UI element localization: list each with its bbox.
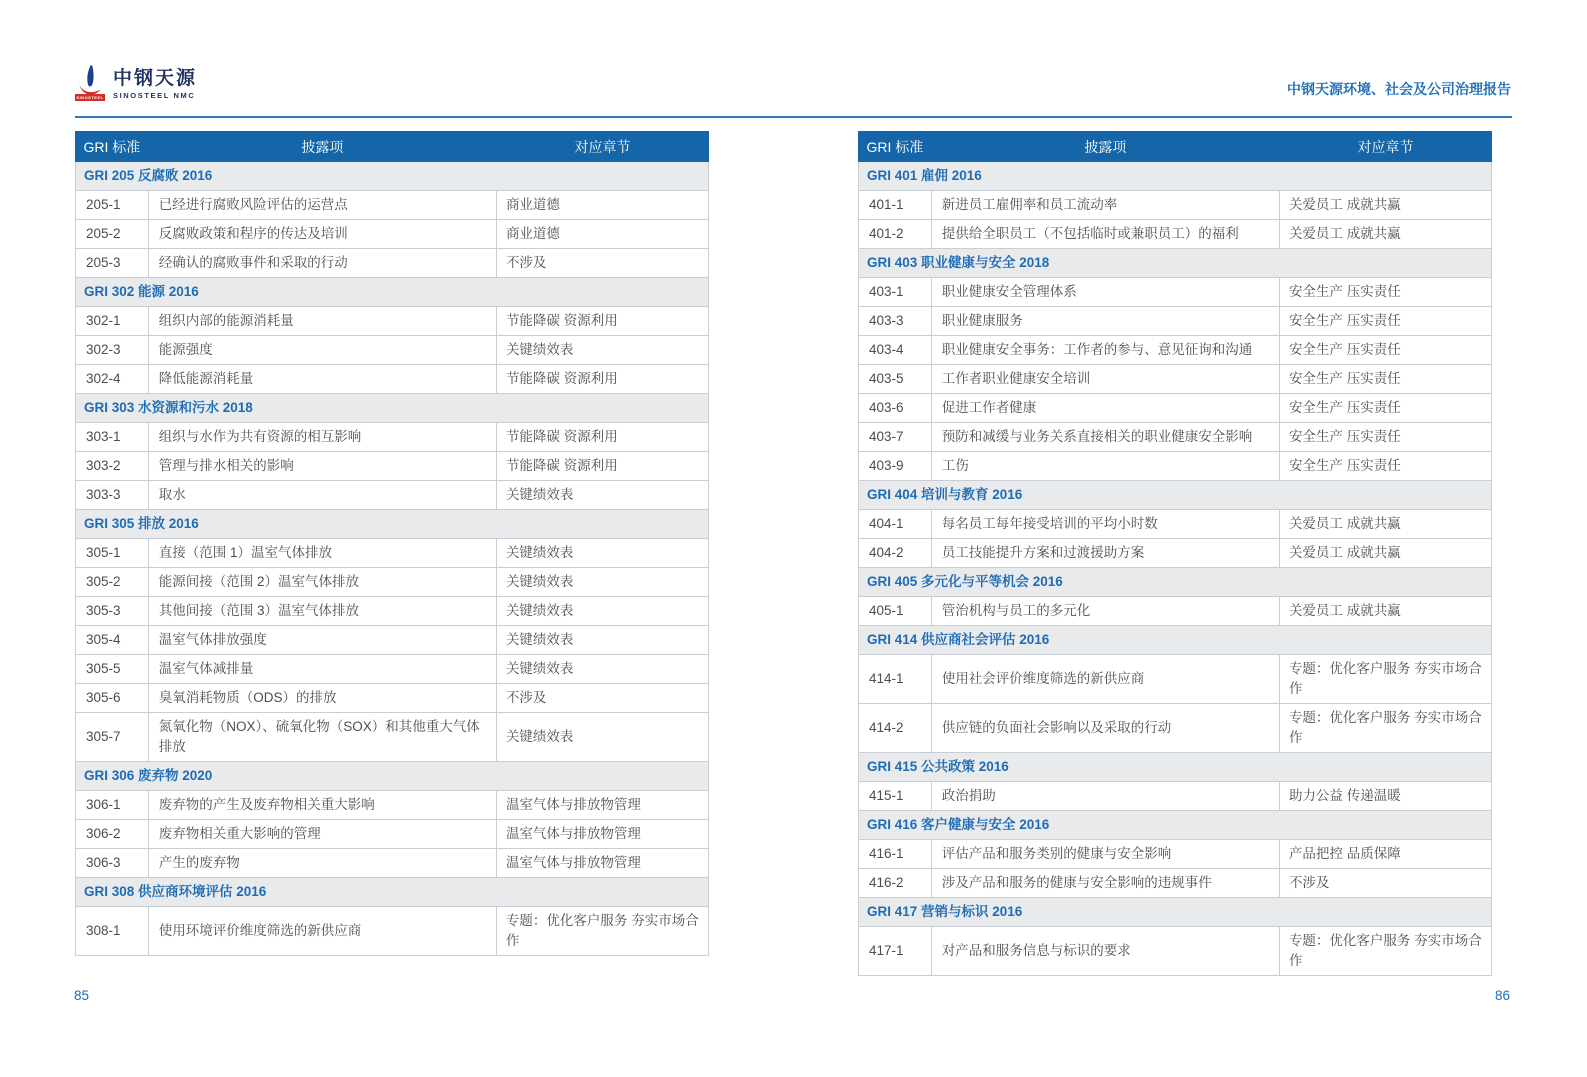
disclosure-cell: 职业健康安全事务：工作者的参与、意见征询和沟通 bbox=[931, 336, 1279, 365]
gri-id-cell: 403-3 bbox=[859, 307, 932, 336]
disclosure-cell: 降低能源消耗量 bbox=[148, 365, 496, 394]
logo-company-subtitle: SINOSTEEL NMC bbox=[113, 91, 196, 100]
disclosure-cell: 能源间接（范围 2）温室气体排放 bbox=[148, 568, 496, 597]
table-row bbox=[76, 365, 709, 394]
disclosure-cell: 温室气体减排量 bbox=[148, 655, 496, 684]
chapter-cell: 节能降碳 资源利用 bbox=[496, 365, 708, 394]
logo-mark-wordmark bbox=[75, 94, 105, 101]
table-row bbox=[76, 626, 709, 655]
disclosure-cell: 供应链的负面社会影响以及采取的行动 bbox=[931, 704, 1279, 753]
header-divider-rule bbox=[75, 116, 1512, 118]
table-row bbox=[76, 191, 709, 220]
chapter-cell: 安全生产 压实责任 bbox=[1279, 365, 1491, 394]
gri-id-cell: 302-1 bbox=[76, 307, 149, 336]
column-header: 对应章节 bbox=[1279, 132, 1491, 162]
table-row bbox=[859, 510, 1492, 539]
section-row-label: GRI 306 废弃物 2020 bbox=[76, 762, 709, 791]
disclosure-cell: 涉及产品和服务的健康与安全影响的违规事件 bbox=[931, 869, 1279, 898]
chapter-cell: 关爱员工 成就共赢 bbox=[1279, 597, 1491, 626]
table-row bbox=[859, 704, 1492, 753]
table-row bbox=[859, 539, 1492, 568]
sinosteel-logo-icon bbox=[74, 64, 106, 96]
section-row-label: GRI 303 水资源和污水 2018 bbox=[76, 394, 709, 423]
section-row bbox=[76, 762, 709, 791]
chapter-cell: 安全生产 压实责任 bbox=[1279, 423, 1491, 452]
chapter-cell: 关爱员工 成就共赢 bbox=[1279, 220, 1491, 249]
gri-id-cell: 415-1 bbox=[859, 782, 932, 811]
gri-id-cell: 302-4 bbox=[76, 365, 149, 394]
report-title: 中钢天源环境、社会及公司治理报告 bbox=[1287, 81, 1511, 97]
table-row bbox=[859, 278, 1492, 307]
section-row bbox=[859, 568, 1492, 597]
gri-id-cell: 403-9 bbox=[859, 452, 932, 481]
gri-id-cell: 403-6 bbox=[859, 394, 932, 423]
chapter-cell: 关键绩效表 bbox=[496, 539, 708, 568]
table-row bbox=[859, 336, 1492, 365]
disclosure-cell: 臭氧消耗物质（ODS）的排放 bbox=[148, 684, 496, 713]
disclosure-cell: 预防和减缓与业务关系直接相关的职业健康安全影响 bbox=[931, 423, 1279, 452]
disclosure-cell: 评估产品和服务类别的健康与安全影响 bbox=[931, 840, 1279, 869]
section-row-label: GRI 305 排放 2016 bbox=[76, 510, 709, 539]
section-row-label: GRI 414 供应商社会评估 2016 bbox=[859, 626, 1492, 655]
chapter-cell: 专题：优化客户服务 夯实市场合作 bbox=[1279, 927, 1491, 976]
chapter-cell: 关键绩效表 bbox=[496, 568, 708, 597]
page-number-right: 86 bbox=[1494, 988, 1510, 1003]
disclosure-cell: 温室气体排放强度 bbox=[148, 626, 496, 655]
gri-id-cell: 205-3 bbox=[76, 249, 149, 278]
gri-id-cell: 404-2 bbox=[859, 539, 932, 568]
chapter-cell: 关键绩效表 bbox=[496, 713, 708, 762]
table-row bbox=[859, 655, 1492, 704]
chapter-cell: 安全生产 压实责任 bbox=[1279, 307, 1491, 336]
chapter-cell: 不涉及 bbox=[1279, 869, 1491, 898]
disclosure-cell: 废弃物的产生及废弃物相关重大影响 bbox=[148, 791, 496, 820]
gri-id-cell: 306-3 bbox=[76, 849, 149, 878]
section-row bbox=[859, 481, 1492, 510]
table-row bbox=[76, 249, 709, 278]
section-row-label: GRI 416 客户健康与安全 2016 bbox=[859, 811, 1492, 840]
chapter-cell: 关爱员工 成就共赢 bbox=[1279, 510, 1491, 539]
gri-id-cell: 306-2 bbox=[76, 820, 149, 849]
disclosure-cell: 氮氧化物（NOX）、硫氧化物（SOX）和其他重大气体排放 bbox=[148, 713, 496, 762]
disclosure-cell: 管理与排水相关的影响 bbox=[148, 452, 496, 481]
gri-id-cell: 416-2 bbox=[859, 869, 932, 898]
table-row bbox=[859, 220, 1492, 249]
gri-id-cell: 303-1 bbox=[76, 423, 149, 452]
section-row-label: GRI 308 供应商环境评估 2016 bbox=[76, 878, 709, 907]
chapter-cell: 商业道德 bbox=[496, 220, 708, 249]
chapter-cell: 关爱员工 成就共赢 bbox=[1279, 539, 1491, 568]
table-row bbox=[859, 840, 1492, 869]
section-row bbox=[859, 162, 1492, 191]
table-row bbox=[76, 423, 709, 452]
chapter-cell: 安全生产 压实责任 bbox=[1279, 394, 1491, 423]
chapter-cell: 商业道德 bbox=[496, 191, 708, 220]
table-header-row bbox=[859, 132, 1492, 162]
table-header-row bbox=[76, 132, 709, 162]
disclosure-cell: 直接（范围 1）温室气体排放 bbox=[148, 539, 496, 568]
table-row bbox=[76, 481, 709, 510]
section-row bbox=[859, 811, 1492, 840]
chapter-cell: 助力公益 传递温暖 bbox=[1279, 782, 1491, 811]
table-row bbox=[859, 782, 1492, 811]
disclosure-cell: 对产品和服务信息与标识的要求 bbox=[931, 927, 1279, 976]
chapter-cell: 安全生产 压实责任 bbox=[1279, 452, 1491, 481]
section-row bbox=[859, 898, 1492, 927]
chapter-cell: 关键绩效表 bbox=[496, 597, 708, 626]
column-header: 对应章节 bbox=[496, 132, 708, 162]
chapter-cell: 安全生产 压实责任 bbox=[1279, 278, 1491, 307]
gri-id-cell: 417-1 bbox=[859, 927, 932, 976]
logo-mark-text: SINOSTEEL bbox=[76, 95, 104, 100]
disclosure-cell: 职业健康服务 bbox=[931, 307, 1279, 336]
gri-id-cell: 305-1 bbox=[76, 539, 149, 568]
column-header: 披露项 bbox=[931, 132, 1279, 162]
section-row bbox=[76, 278, 709, 307]
table-row bbox=[859, 452, 1492, 481]
table-row bbox=[859, 423, 1492, 452]
section-row-label: GRI 404 培训与教育 2016 bbox=[859, 481, 1492, 510]
table-row bbox=[76, 307, 709, 336]
chapter-cell: 节能降碳 资源利用 bbox=[496, 452, 708, 481]
gri-id-cell: 403-7 bbox=[859, 423, 932, 452]
table-row bbox=[859, 365, 1492, 394]
chapter-cell: 专题：优化客户服务 夯实市场合作 bbox=[1279, 704, 1491, 753]
disclosure-cell: 组织内部的能源消耗量 bbox=[148, 307, 496, 336]
gri-table-left bbox=[75, 131, 709, 956]
chapter-cell: 关键绩效表 bbox=[496, 336, 708, 365]
table-row bbox=[76, 655, 709, 684]
disclosure-cell: 工伤 bbox=[931, 452, 1279, 481]
chapter-cell: 专题：优化客户服务 夯实市场合作 bbox=[1279, 655, 1491, 704]
chapter-cell: 不涉及 bbox=[496, 249, 708, 278]
disclosure-cell: 管治机构与员工的多元化 bbox=[931, 597, 1279, 626]
table-row bbox=[859, 927, 1492, 976]
disclosure-cell: 经确认的腐败事件和采取的行动 bbox=[148, 249, 496, 278]
table-row bbox=[76, 713, 709, 762]
section-row-label: GRI 205 反腐败 2016 bbox=[76, 162, 709, 191]
gri-id-cell: 414-1 bbox=[859, 655, 932, 704]
chapter-cell: 关键绩效表 bbox=[496, 626, 708, 655]
table-row bbox=[76, 820, 709, 849]
section-row-label: GRI 302 能源 2016 bbox=[76, 278, 709, 307]
gri-id-cell: 403-5 bbox=[859, 365, 932, 394]
disclosure-cell: 已经进行腐败风险评估的运营点 bbox=[148, 191, 496, 220]
disclosure-cell: 取水 bbox=[148, 481, 496, 510]
disclosure-cell: 提供给全职员工（不包括临时或兼职员工）的福利 bbox=[931, 220, 1279, 249]
chapter-cell: 节能降碳 资源利用 bbox=[496, 307, 708, 336]
gri-id-cell: 306-1 bbox=[76, 791, 149, 820]
chapter-cell: 温室气体与排放物管理 bbox=[496, 849, 708, 878]
section-row bbox=[76, 394, 709, 423]
gri-id-cell: 305-5 bbox=[76, 655, 149, 684]
gri-id-cell: 302-3 bbox=[76, 336, 149, 365]
section-row bbox=[859, 753, 1492, 782]
disclosure-cell: 每名员工每年接受培训的平均小时数 bbox=[931, 510, 1279, 539]
gri-id-cell: 305-2 bbox=[76, 568, 149, 597]
disclosure-cell: 组织与水作为共有资源的相互影响 bbox=[148, 423, 496, 452]
gri-id-cell: 404-1 bbox=[859, 510, 932, 539]
disclosure-cell: 使用环境评价维度筛选的新供应商 bbox=[148, 907, 496, 956]
chapter-cell: 关爱员工 成就共赢 bbox=[1279, 191, 1491, 220]
gri-id-cell: 308-1 bbox=[76, 907, 149, 956]
gri-id-cell: 305-3 bbox=[76, 597, 149, 626]
table-row bbox=[76, 684, 709, 713]
table-row bbox=[859, 394, 1492, 423]
section-row bbox=[76, 878, 709, 907]
chapter-cell: 关键绩效表 bbox=[496, 655, 708, 684]
gri-id-cell: 205-1 bbox=[76, 191, 149, 220]
table-row bbox=[859, 307, 1492, 336]
chapter-cell: 产品把控 品质保障 bbox=[1279, 840, 1491, 869]
disclosure-cell: 其他间接（范围 3）温室气体排放 bbox=[148, 597, 496, 626]
gri-id-cell: 305-4 bbox=[76, 626, 149, 655]
column-header: GRI 标准 bbox=[859, 132, 932, 162]
gri-index-table bbox=[75, 131, 709, 956]
section-row bbox=[76, 510, 709, 539]
chapter-cell: 温室气体与排放物管理 bbox=[496, 791, 708, 820]
table-row bbox=[859, 869, 1492, 898]
gri-id-cell: 401-2 bbox=[859, 220, 932, 249]
disclosure-cell: 员工技能提升方案和过渡援助方案 bbox=[931, 539, 1279, 568]
table-row bbox=[859, 191, 1492, 220]
gri-id-cell: 303-3 bbox=[76, 481, 149, 510]
disclosure-cell: 促进工作者健康 bbox=[931, 394, 1279, 423]
section-row-label: GRI 415 公共政策 2016 bbox=[859, 753, 1492, 782]
disclosure-cell: 废弃物相关重大影响的管理 bbox=[148, 820, 496, 849]
column-header: GRI 标准 bbox=[76, 132, 149, 162]
logo-company-name: 中钢天源 bbox=[113, 68, 198, 89]
table-row bbox=[76, 452, 709, 481]
section-row bbox=[859, 626, 1492, 655]
disclosure-cell: 工作者职业健康安全培训 bbox=[931, 365, 1279, 394]
logo-mark bbox=[74, 64, 106, 101]
chapter-cell: 温室气体与排放物管理 bbox=[496, 820, 708, 849]
disclosure-cell: 反腐败政策和程序的传达及培训 bbox=[148, 220, 496, 249]
column-header: 披露项 bbox=[148, 132, 496, 162]
gri-id-cell: 403-1 bbox=[859, 278, 932, 307]
section-row-label: GRI 417 营销与标识 2016 bbox=[859, 898, 1492, 927]
table-row bbox=[76, 849, 709, 878]
table-row bbox=[76, 539, 709, 568]
company-logo bbox=[74, 64, 197, 101]
section-row-label: GRI 405 多元化与平等机会 2016 bbox=[859, 568, 1492, 597]
table-row bbox=[76, 791, 709, 820]
disclosure-cell: 产生的废弃物 bbox=[148, 849, 496, 878]
disclosure-cell: 政治捐助 bbox=[931, 782, 1279, 811]
gri-table-right bbox=[858, 131, 1492, 976]
disclosure-cell: 新进员工雇佣率和员工流动率 bbox=[931, 191, 1279, 220]
section-row bbox=[859, 249, 1492, 278]
table-row bbox=[76, 220, 709, 249]
gri-id-cell: 403-4 bbox=[859, 336, 932, 365]
page-number-left: 85 bbox=[74, 988, 90, 1003]
gri-id-cell: 401-1 bbox=[859, 191, 932, 220]
section-row bbox=[76, 162, 709, 191]
chapter-cell: 不涉及 bbox=[496, 684, 708, 713]
table-row bbox=[76, 568, 709, 597]
chapter-cell: 专题：优化客户服务 夯实市场合作 bbox=[496, 907, 708, 956]
gri-id-cell: 305-7 bbox=[76, 713, 149, 762]
table-row bbox=[859, 597, 1492, 626]
logo-text-block bbox=[113, 69, 197, 100]
gri-id-cell: 303-2 bbox=[76, 452, 149, 481]
table-row bbox=[76, 907, 709, 956]
disclosure-cell: 能源强度 bbox=[148, 336, 496, 365]
section-row-label: GRI 403 职业健康与安全 2018 bbox=[859, 249, 1492, 278]
table-row bbox=[76, 597, 709, 626]
disclosure-cell: 使用社会评价维度筛选的新供应商 bbox=[931, 655, 1279, 704]
gri-id-cell: 416-1 bbox=[859, 840, 932, 869]
chapter-cell: 安全生产 压实责任 bbox=[1279, 336, 1491, 365]
gri-id-cell: 305-6 bbox=[76, 684, 149, 713]
gri-id-cell: 205-2 bbox=[76, 220, 149, 249]
gri-index-table bbox=[858, 131, 1492, 976]
chapter-cell: 关键绩效表 bbox=[496, 481, 708, 510]
gri-id-cell: 405-1 bbox=[859, 597, 932, 626]
section-row-label: GRI 401 雇佣 2016 bbox=[859, 162, 1492, 191]
table-row bbox=[76, 336, 709, 365]
disclosure-cell: 职业健康安全管理体系 bbox=[931, 278, 1279, 307]
gri-id-cell: 414-2 bbox=[859, 704, 932, 753]
chapter-cell: 节能降碳 资源利用 bbox=[496, 423, 708, 452]
